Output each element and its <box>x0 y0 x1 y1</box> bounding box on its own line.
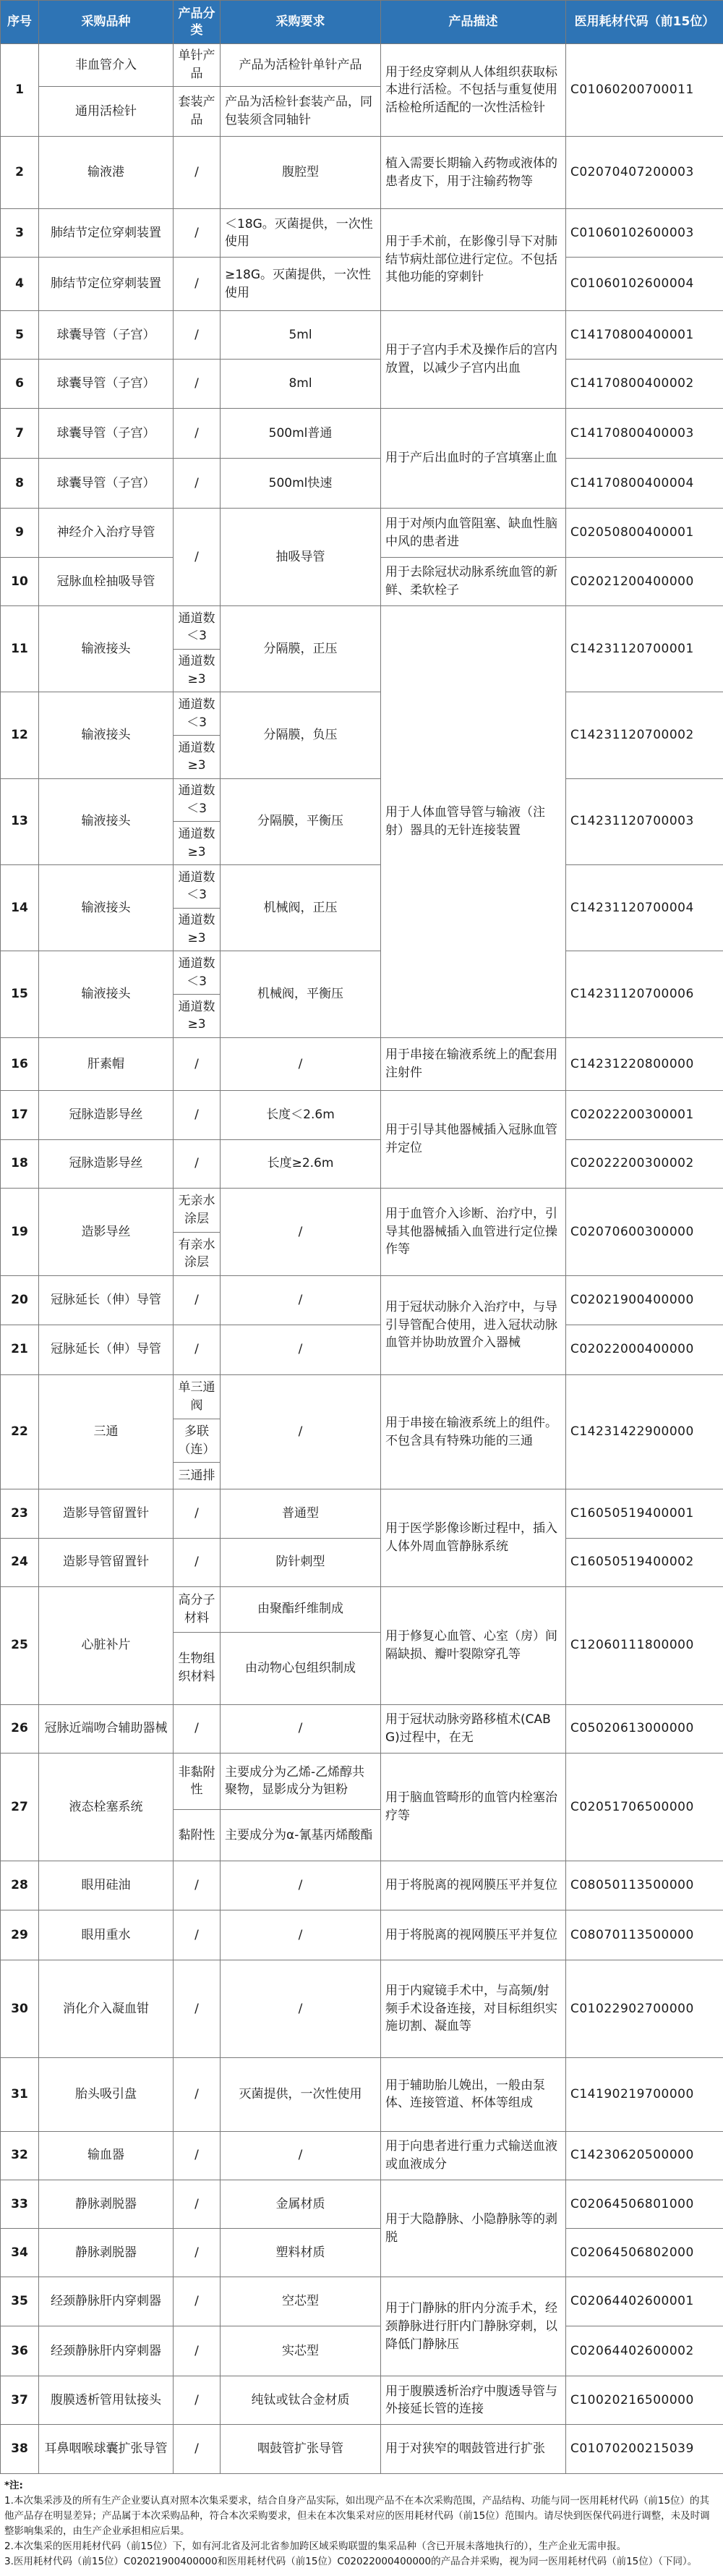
cell-name: 输液接头 <box>39 864 174 951</box>
cell-requirement: 纯钛或钛合金材质 <box>221 2376 381 2425</box>
cell-no: 29 <box>1 1910 39 1960</box>
cell-category: 通道数＜3 <box>174 864 221 908</box>
cell-description: 用于串接在输液系统上的配套用注射件 <box>381 1037 566 1091</box>
table-row <box>1 1276 723 1325</box>
cell-description: 用于血管介入诊断、治疗中，引导其他器械插入血管进行定位操作等 <box>381 1188 566 1276</box>
cell-name: 冠脉近端吻合辅助器械 <box>39 1704 174 1753</box>
cell-name: 腹膜透析管用钛接头 <box>39 2376 174 2425</box>
table-row <box>1 2229 723 2277</box>
cell-code: C14231120700002 <box>566 692 723 778</box>
cell-no: 25 <box>1 1586 39 1704</box>
cell-no: 30 <box>1 1960 39 2058</box>
cell-code: C01060102600004 <box>566 258 723 311</box>
footnotes <box>0 2475 723 2576</box>
cell-category: 通道数≥3 <box>174 649 221 692</box>
cell-requirement: 分隔膜，平衡压 <box>221 778 381 864</box>
cell-code: C02064402600002 <box>566 2326 723 2376</box>
cell-name: 冠脉延长（伸）导管 <box>39 1276 174 1325</box>
cell-name: 静脉剥脱器 <box>39 2229 174 2277</box>
cell-category: 生物组织材料 <box>174 1632 221 1704</box>
cell-category: / <box>174 1276 221 1325</box>
cell-category: / <box>174 1538 221 1586</box>
header-requirement: 采购要求 <box>221 1 381 44</box>
cell-no: 35 <box>1 2277 39 2326</box>
cell-category: 多联（连） <box>174 1419 221 1463</box>
cell-requirement: 500ml普通 <box>221 408 381 458</box>
cell-description: 用于对颅内血管阻塞、缺血性脑中风的患者进 <box>381 509 566 557</box>
table-row <box>1 137 723 209</box>
cell-requirement: 长度≥2.6m <box>221 1139 381 1188</box>
table-row <box>1 1960 723 2058</box>
cell-category: / <box>174 1139 221 1188</box>
cell-description: 用于脑血管畸形的血管内栓塞治疗等 <box>381 1753 566 1861</box>
cell-code: C02051706500000 <box>566 1753 723 1861</box>
cell-category: 通道数≥3 <box>174 822 221 865</box>
cell-category: / <box>174 360 221 408</box>
cell-name: 消化介入凝血钳 <box>39 1960 174 2058</box>
table-row <box>1 509 723 557</box>
cell-name: 造影导管留置针 <box>39 1538 174 1586</box>
cell-category: 通道数≥3 <box>174 735 221 778</box>
cell-category: / <box>174 2229 221 2277</box>
cell-description: 用于内窥镜手术中，与高频/射频手术设备连接，对目标组织实施切割、凝血等 <box>381 1960 566 2058</box>
table-row <box>1 1091 723 1139</box>
cell-category: / <box>174 1037 221 1091</box>
cell-description: 用于腹膜透析治疗中腹透导管与外接延长管的连接 <box>381 2376 566 2425</box>
table-row <box>1 1910 723 1960</box>
cell-requirement: 机械阀，平衡压 <box>221 951 381 1037</box>
footnote-1: 1.本次集采涉及的所有生产企业要认真对照本次集采要求，结合自身产品实际，如出现产品不在本次采购范围，产品结构、功能与同一医用耗材代码（前15位）的其他产品存在明显差异；产品属于本次采购品种，符合本次采购要求，但未在本次集采对应的医用耗材代码（前15位）范围内。请尽快到医保代码进行调整，未及时调整影响集采的，由生产企业承担相应后果。 <box>4 2494 710 2537</box>
header-name: 采购品种 <box>39 1 174 44</box>
cell-no: 16 <box>1 1037 39 1091</box>
cell-name: 球囊导管（子宫） <box>39 360 174 408</box>
cell-no: 11 <box>1 605 39 692</box>
cell-name: 非血管介入 <box>39 44 174 87</box>
cell-category: 通道数＜3 <box>174 692 221 736</box>
table-row <box>1 605 723 649</box>
table-row <box>1 2425 723 2474</box>
cell-no: 13 <box>1 778 39 864</box>
table-row <box>1 1538 723 1586</box>
cell-description: 用于辅助胎儿娩出，一般由泵体、连接管道、杯体等组成 <box>381 2057 566 2131</box>
table-row <box>1 360 723 408</box>
cell-description: 用于修复心血管、心室（房）间隔缺损、瓣叶裂隙穿孔等 <box>381 1586 566 1704</box>
footnotes-title: *注: <box>4 2480 23 2491</box>
cell-name: 造影导丝 <box>39 1188 174 1276</box>
cell-category: / <box>174 408 221 458</box>
cell-no: 4 <box>1 258 39 311</box>
cell-code: C14170800400004 <box>566 459 723 509</box>
cell-category: 无亲水涂层 <box>174 1188 221 1232</box>
cell-requirement: 灭菌提供，一次性使用 <box>221 2057 381 2131</box>
cell-category: 单三通阀 <box>174 1374 221 1419</box>
cell-requirement: 主要成分为乙烯-乙烯醇共聚物，显影成分为钽粉 <box>221 1753 381 1809</box>
cell-description: 用于手术前，在影像引导下对肺结节病灶部位进行定位。不包括其他功能的穿刺针 <box>381 209 566 311</box>
cell-no: 9 <box>1 509 39 557</box>
cell-requirement: 普通型 <box>221 1489 381 1538</box>
cell-no: 22 <box>1 1374 39 1489</box>
cell-requirement: 主要成分为α-氰基丙烯酸酯 <box>221 1809 381 1861</box>
cell-requirement: 防针刺型 <box>221 1538 381 1586</box>
cell-code: C01060200700011 <box>566 44 723 137</box>
cell-description: 用于将脱离的视网膜压平并复位 <box>381 1861 566 1910</box>
table-row <box>1 1037 723 1091</box>
cell-no: 5 <box>1 311 39 360</box>
table-row <box>1 258 723 311</box>
table-row <box>1 2376 723 2425</box>
cell-category: / <box>174 459 221 509</box>
cell-description: 用于门静脉的肝内分流手术，经颈静脉进行肝内门静脉穿刺，以降低门静脉压 <box>381 2277 566 2376</box>
cell-category: / <box>174 311 221 360</box>
cell-category: 高分子材料 <box>174 1586 221 1632</box>
cell-no: 17 <box>1 1091 39 1139</box>
cell-requirement: / <box>221 1960 381 2058</box>
cell-description: 用于对狭窄的咽鼓管进行扩张 <box>381 2425 566 2474</box>
footnote-2: 2.本次集采的医用耗材代码（前15位）下，如有河北省及河北省参加跨区域采购联盟的集采品种（含已开展未落地执行的），生产企业无需申报。 <box>4 2540 627 2552</box>
cell-category: 通道数＜3 <box>174 951 221 995</box>
cell-category: / <box>174 1960 221 2058</box>
cell-code: C14231220800000 <box>566 1037 723 1091</box>
cell-requirement: 长度＜2.6m <box>221 1091 381 1139</box>
cell-description: 用于大隐静脉、小隐静脉等的剥脱 <box>381 2180 566 2277</box>
cell-no: 18 <box>1 1139 39 1188</box>
cell-name: 输液接头 <box>39 692 174 778</box>
cell-description: 用于冠状动脉介入治疗中，与导引导管配合使用，进入冠状动脉血管并协助放置介入器械 <box>381 1276 566 1375</box>
cell-description: 用于去除冠状动脉系统血管的新鲜、柔软栓子 <box>381 557 566 605</box>
header-no: 序号 <box>1 1 39 44</box>
cell-requirement: 分隔膜，负压 <box>221 692 381 778</box>
cell-requirement: 抽吸导管 <box>221 509 381 606</box>
table-row <box>1 2180 723 2228</box>
cell-no: 33 <box>1 2180 39 2228</box>
cell-name: 三通 <box>39 1374 174 1489</box>
cell-category: 通道数＜3 <box>174 605 221 649</box>
cell-category: / <box>174 2277 221 2326</box>
cell-name: 造影导管留置针 <box>39 1489 174 1538</box>
cell-code: C14231422900000 <box>566 1374 723 1489</box>
cell-name: 胎头吸引盘 <box>39 2057 174 2131</box>
cell-requirement: 产品为活检针单针产品 <box>221 44 381 87</box>
cell-code: C02050800400001 <box>566 509 723 557</box>
cell-category: / <box>174 1091 221 1139</box>
table-row <box>1 778 723 822</box>
cell-category: / <box>174 2326 221 2376</box>
cell-no: 36 <box>1 2326 39 2376</box>
cell-description: 用于医学影像诊断过程中，插入人体外周血管静脉系统 <box>381 1489 566 1587</box>
cell-no: 23 <box>1 1489 39 1538</box>
cell-category: / <box>174 1325 221 1374</box>
cell-category: / <box>174 258 221 311</box>
table-row <box>1 1188 723 1232</box>
cell-category: 单针产品 <box>174 44 221 87</box>
cell-code: C14231120700001 <box>566 605 723 692</box>
cell-no: 38 <box>1 2425 39 2474</box>
cell-no: 8 <box>1 459 39 509</box>
table-row <box>1 2326 723 2376</box>
cell-category: / <box>174 2180 221 2228</box>
table-row <box>1 1704 723 1753</box>
table-row <box>1 864 723 908</box>
cell-code: C02070407200003 <box>566 137 723 209</box>
cell-category: / <box>174 2131 221 2180</box>
table-header-row <box>1 1 723 44</box>
cell-requirement: / <box>221 1910 381 1960</box>
table-row <box>1 1586 723 1632</box>
table-row <box>1 1861 723 1910</box>
cell-category: / <box>174 209 221 258</box>
cell-requirement: 500ml快速 <box>221 459 381 509</box>
table-row <box>1 2131 723 2180</box>
cell-description: 用于子宫内手术及操作后的宫内放置，以减少子宫内出血 <box>381 311 566 409</box>
cell-category: / <box>174 2425 221 2474</box>
table-row <box>1 1325 723 1374</box>
cell-no: 15 <box>1 951 39 1037</box>
cell-no: 26 <box>1 1704 39 1753</box>
header-description: 产品描述 <box>381 1 566 44</box>
cell-no: 20 <box>1 1276 39 1325</box>
cell-code: C01022902700000 <box>566 1960 723 2058</box>
cell-name: 肺结节定位穿刺装置 <box>39 209 174 258</box>
cell-category: 套装产品 <box>174 86 221 136</box>
cell-category: / <box>174 1704 221 1753</box>
cell-name: 经颈静脉肝内穿刺器 <box>39 2326 174 2376</box>
cell-requirement: / <box>221 1861 381 1910</box>
cell-no: 7 <box>1 408 39 458</box>
cell-name: 神经介入治疗导管 <box>39 509 174 557</box>
cell-category: / <box>174 1489 221 1538</box>
cell-code: C02022200300002 <box>566 1139 723 1188</box>
cell-description: 用于引导其他器械插入冠脉血管并定位 <box>381 1091 566 1189</box>
table-row <box>1 2277 723 2326</box>
cell-code: C14231120700006 <box>566 951 723 1037</box>
cell-category: 有亲水涂层 <box>174 1232 221 1276</box>
cell-no: 21 <box>1 1325 39 1374</box>
cell-code: C02021900400000 <box>566 1276 723 1325</box>
cell-no: 10 <box>1 557 39 605</box>
cell-requirement: 产品为活检针套装产品，同包装须含同轴针 <box>221 86 381 136</box>
cell-name: 眼用硅油 <box>39 1861 174 1910</box>
cell-code: C02064402600001 <box>566 2277 723 2326</box>
cell-requirement: / <box>221 1188 381 1276</box>
cell-requirement: 腹腔型 <box>221 137 381 209</box>
cell-code: C14170800400002 <box>566 360 723 408</box>
cell-code: C02064506802000 <box>566 2229 723 2277</box>
table-row <box>1 692 723 736</box>
cell-no: 14 <box>1 864 39 951</box>
cell-code: C14231120700004 <box>566 864 723 951</box>
cell-name: 输液港 <box>39 137 174 209</box>
cell-name: 球囊导管（子宫） <box>39 408 174 458</box>
cell-code: C01060102600003 <box>566 209 723 258</box>
cell-description: 用于经皮穿刺从人体组织获取标本进行活检。不包括与重复使用活检枪所适配的一次性活检针 <box>381 44 566 137</box>
cell-no: 2 <box>1 137 39 209</box>
cell-code: C16050519400002 <box>566 1538 723 1586</box>
cell-no: 27 <box>1 1753 39 1861</box>
cell-category: / <box>174 2057 221 2131</box>
cell-requirement: 金属材质 <box>221 2180 381 2228</box>
cell-no: 12 <box>1 692 39 778</box>
cell-no: 19 <box>1 1188 39 1276</box>
cell-requirement: 8ml <box>221 360 381 408</box>
cell-name: 耳鼻咽喉球囊扩张导管 <box>39 2425 174 2474</box>
cell-code: C14190219700000 <box>566 2057 723 2131</box>
cell-description: 用于产后出血时的子宫填塞止血 <box>381 408 566 509</box>
cell-requirement: 由动物心包组织制成 <box>221 1632 381 1704</box>
header-code: 医用耗材代码（前15位） <box>566 1 723 44</box>
cell-category: 通道数≥3 <box>174 908 221 951</box>
cell-code: C08050113500000 <box>566 1861 723 1910</box>
cell-code: C12060111800000 <box>566 1586 723 1704</box>
cell-name: 冠脉造影导丝 <box>39 1091 174 1139</box>
cell-name: 输血器 <box>39 2131 174 2180</box>
cell-requirement: ≥18G。灭菌提供，一次性使用 <box>221 258 381 311</box>
cell-no: 31 <box>1 2057 39 2131</box>
cell-description: 植入需要长期输入药物或液体的患者皮下，用于注输药物等 <box>381 137 566 209</box>
cell-category: 通道数≥3 <box>174 994 221 1037</box>
cell-no: 1 <box>1 44 39 137</box>
cell-name: 通用活检针 <box>39 86 174 136</box>
footnote-3: 3.医用耗材代码（前15位）C02021900400000和医用耗材代码（前15位）C02022000400000的产品合并采购，视为同一医用耗材代码（前15位）（下同）。 <box>4 2555 698 2567</box>
cell-name: 冠脉延长（伸）导管 <box>39 1325 174 1374</box>
cell-code: C10020216500000 <box>566 2376 723 2425</box>
cell-code: C02022000400000 <box>566 1325 723 1374</box>
cell-requirement: / <box>221 1037 381 1091</box>
cell-requirement: 实芯型 <box>221 2326 381 2376</box>
cell-name: 液态栓塞系统 <box>39 1753 174 1861</box>
cell-category: / <box>174 137 221 209</box>
cell-no: 37 <box>1 2376 39 2425</box>
cell-name: 冠脉血栓抽吸导管 <box>39 557 174 605</box>
table-row <box>1 408 723 458</box>
cell-name: 肺结节定位穿刺装置 <box>39 258 174 311</box>
cell-no: 6 <box>1 360 39 408</box>
cell-category: / <box>174 2376 221 2425</box>
cell-name: 球囊导管（子宫） <box>39 311 174 360</box>
cell-requirement: / <box>221 1325 381 1374</box>
table-row <box>1 459 723 509</box>
cell-code: C14170800400001 <box>566 311 723 360</box>
table-row <box>1 2057 723 2131</box>
cell-requirement: 机械阀，正压 <box>221 864 381 951</box>
cell-code: C02064506801000 <box>566 2180 723 2228</box>
cell-name: 球囊导管（子宫） <box>39 459 174 509</box>
table-row <box>1 951 723 995</box>
cell-requirement: 空芯型 <box>221 2277 381 2326</box>
cell-code: C14170800400003 <box>566 408 723 458</box>
cell-name: 冠脉造影导丝 <box>39 1139 174 1188</box>
table-row <box>1 1374 723 1419</box>
cell-requirement: ＜18G。灭菌提供，一次性使用 <box>221 209 381 258</box>
cell-name: 肝素帽 <box>39 1037 174 1091</box>
cell-category: 黏附性 <box>174 1809 221 1861</box>
table-row <box>1 44 723 87</box>
cell-category: / <box>174 1861 221 1910</box>
cell-name: 静脉剥脱器 <box>39 2180 174 2228</box>
cell-no: 32 <box>1 2131 39 2180</box>
cell-requirement: / <box>221 2131 381 2180</box>
cell-name: 输液接头 <box>39 778 174 864</box>
table-row <box>1 209 723 258</box>
cell-name: 输液接头 <box>39 951 174 1037</box>
cell-code: C14230620500000 <box>566 2131 723 2180</box>
cell-requirement: 塑料材质 <box>221 2229 381 2277</box>
cell-no: 34 <box>1 2229 39 2277</box>
table-row <box>1 1753 723 1809</box>
table-row <box>1 311 723 360</box>
cell-name: 输液接头 <box>39 605 174 692</box>
cell-no: 28 <box>1 1861 39 1910</box>
cell-name: 心脏补片 <box>39 1586 174 1704</box>
cell-description: 用于人体血管导管与输液（注射）器具的无针连接装置 <box>381 605 566 1037</box>
cell-requirement: 5ml <box>221 311 381 360</box>
cell-name: 经颈静脉肝内穿刺器 <box>39 2277 174 2326</box>
cell-code: C05020613000000 <box>566 1704 723 1753</box>
cell-no: 3 <box>1 209 39 258</box>
cell-requirement: 由聚酯纤维制成 <box>221 1586 381 1632</box>
cell-category: 通道数＜3 <box>174 778 221 822</box>
cell-description: 用于将脱离的视网膜压平并复位 <box>381 1910 566 1960</box>
cell-requirement: 咽鼓管扩张导管 <box>221 2425 381 2474</box>
cell-description: 用于向患者进行重力式输送血液或血液成分 <box>381 2131 566 2180</box>
cell-requirement: 分隔膜，正压 <box>221 605 381 692</box>
cell-code: C16050519400001 <box>566 1489 723 1538</box>
cell-requirement: / <box>221 1276 381 1325</box>
cell-code: C08070113500000 <box>566 1910 723 1960</box>
table-row <box>1 1489 723 1538</box>
table-row <box>1 1139 723 1188</box>
cell-code: C02070600300000 <box>566 1188 723 1276</box>
cell-code: C02021200400000 <box>566 557 723 605</box>
cell-description: 用于串接在输液系统上的组件。不包含具有特殊功能的三通 <box>381 1374 566 1489</box>
cell-code: C01070200215039 <box>566 2425 723 2474</box>
cell-category: / <box>174 1910 221 1960</box>
cell-description: 用于冠状动脉旁路移植术(CABG)过程中，在无 <box>381 1704 566 1753</box>
cell-category: 三通排 <box>174 1463 221 1489</box>
cell-requirement: / <box>221 1374 381 1489</box>
cell-code: C02022200300001 <box>566 1091 723 1139</box>
cell-category: / <box>174 509 221 606</box>
cell-category: 非黏附性 <box>174 1753 221 1809</box>
cell-requirement: / <box>221 1704 381 1753</box>
cell-code: C14231120700003 <box>566 778 723 864</box>
cell-no: 24 <box>1 1538 39 1586</box>
header-category: 产品分类 <box>174 1 221 44</box>
cell-name: 眼用重水 <box>39 1910 174 1960</box>
